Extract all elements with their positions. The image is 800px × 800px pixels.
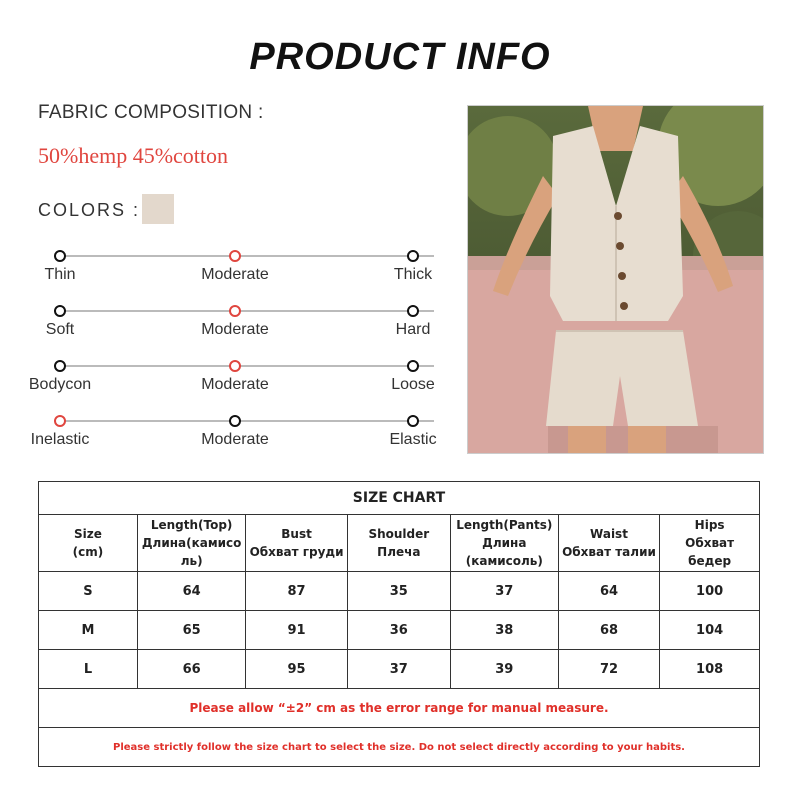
table-cell: 87 (246, 572, 347, 611)
size-chart-title: SIZE CHART (39, 482, 760, 515)
table-cell: L (39, 650, 138, 689)
scale-label-middle: Moderate (201, 431, 269, 448)
scale-dot-left[interactable] (54, 250, 66, 262)
scale-label-left: Thin (44, 266, 76, 283)
size-chart-header-cell: Length(Top) Длина(камисо ль) (137, 515, 245, 572)
table-cell: 100 (660, 572, 760, 611)
attribute-scale (20, 250, 440, 290)
table-row (39, 572, 760, 611)
scale-dot-middle[interactable] (229, 415, 241, 427)
scale-label-right: Hard (395, 321, 431, 338)
size-chart-header-cell: Hips Обхват бедер (660, 515, 760, 572)
table-cell: 37 (347, 650, 450, 689)
fabric-composition-value: 50%hemp 45%cotton (38, 143, 229, 168)
scale-track (58, 255, 434, 257)
table-cell: 37 (450, 572, 558, 611)
size-chart-header-cell: Length(Pants) Длина (камисоль) (450, 515, 558, 572)
table-cell: 95 (246, 650, 347, 689)
product-photo (467, 105, 764, 454)
table-cell: M (39, 611, 138, 650)
fabric-composition-label: FABRIC COMPOSITION : (38, 102, 264, 123)
scale-dot-left[interactable] (54, 415, 66, 427)
color-swatch-beige[interactable] (142, 194, 174, 224)
scale-dot-left[interactable] (54, 360, 66, 372)
table-cell: 35 (347, 572, 450, 611)
table-cell: 39 (450, 650, 558, 689)
table-cell: 64 (558, 572, 659, 611)
scale-dot-middle[interactable] (229, 305, 241, 317)
size-chart-header-cell: Size (cm) (39, 515, 138, 572)
scale-label-right: Elastic (389, 431, 437, 448)
scale-label-middle: Moderate (201, 376, 269, 393)
scale-track (58, 365, 434, 367)
scale-label-left: Inelastic (30, 431, 90, 448)
scale-dot-middle[interactable] (229, 360, 241, 372)
table-cell: 65 (137, 611, 245, 650)
table-cell: 64 (137, 572, 245, 611)
scale-dot-right[interactable] (407, 360, 419, 372)
table-cell: 108 (660, 650, 760, 689)
size-chart-header-cell: Shoulder Плеча (347, 515, 450, 572)
size-chart-header-row (39, 515, 760, 572)
table-cell: 66 (137, 650, 245, 689)
size-advice-note: Please strictly follow the size chart to select the size. Do not select directly according to your habits. (39, 728, 760, 767)
scale-track (58, 310, 434, 312)
scale-dot-middle[interactable] (229, 250, 241, 262)
size-chart-header-cell: Bust Обхват груди (246, 515, 347, 572)
scale-label-left: Soft (45, 321, 75, 338)
table-cell: 91 (246, 611, 347, 650)
table-row (39, 650, 760, 689)
scale-track (58, 420, 434, 422)
size-chart-header-cell: Waist Обхват талии (558, 515, 659, 572)
scale-label-right: Loose (391, 376, 435, 393)
table-cell: S (39, 572, 138, 611)
scale-label-left: Bodycon (28, 376, 92, 393)
scale-label-right: Thick (393, 266, 433, 283)
table-cell: 72 (558, 650, 659, 689)
scale-label-middle: Moderate (201, 266, 269, 283)
scale-dot-right[interactable] (407, 305, 419, 317)
size-chart-table (38, 481, 760, 767)
scale-dot-right[interactable] (407, 415, 419, 427)
colors-label: COLORS : (38, 200, 141, 220)
scale-dot-left[interactable] (54, 305, 66, 317)
table-cell: 104 (660, 611, 760, 650)
table-cell: 68 (558, 611, 659, 650)
table-cell: 36 (347, 611, 450, 650)
scale-dot-right[interactable] (407, 250, 419, 262)
attribute-scale (20, 360, 440, 400)
attribute-scale (20, 415, 440, 455)
scale-label-middle: Moderate (201, 321, 269, 338)
attribute-scale (20, 305, 440, 345)
page-title: PRODUCT INFO (249, 36, 551, 78)
table-row (39, 611, 760, 650)
table-cell: 38 (450, 611, 558, 650)
measure-note: Please allow “±2” cm as the error range for manual measure. (39, 689, 760, 728)
